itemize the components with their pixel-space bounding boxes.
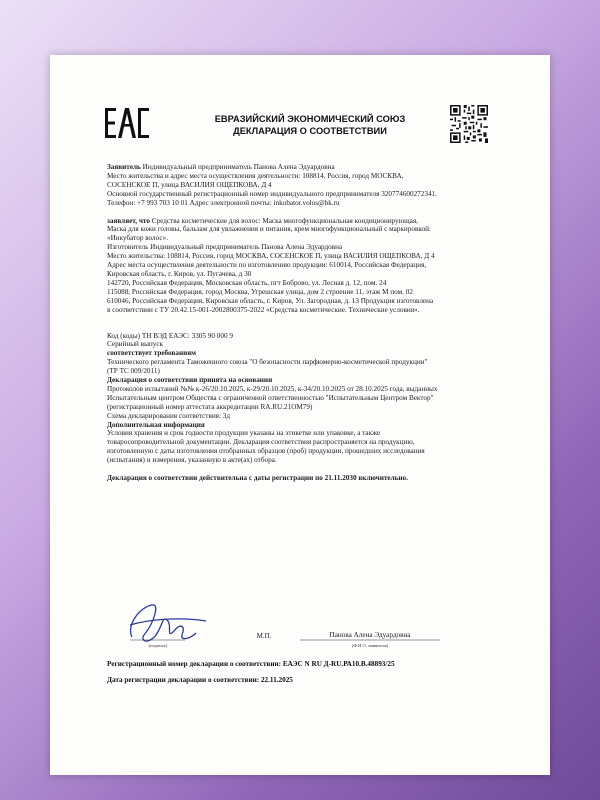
signature-block (110, 595, 490, 655)
registration-number: Регистрационный номер декларации о соответствии: ЕАЭС N RU Д-RU.РА10.В.48893/25 (107, 660, 395, 668)
product-text-2: Маска для кожи головы, бальзам для увлажнения и питания, крем многофункциональный с маркировкой: (107, 225, 431, 234)
accreditation: (регистрационный номер аттестата аккредитации RA.RU.21ОМ79) (107, 402, 313, 411)
protocols: Протоколов испытаний №№ к-26/20.10.2025, к-29/20.10.2025, к-34/20.10.2025 от 28.10.2025 года, выданных (107, 384, 438, 393)
manufacturer-site-4: 115088, Российская Федерация, город Москва, Угрешская улица, дом 2 строение 11, этаж М пом. 02 (107, 287, 413, 296)
manufacturer-site: Адрес места осуществления деятельности по изготовлению продукции: 610014, Российская Федерация, (107, 261, 427, 270)
manufacturer-site-3: 142720, Российская Федерация, Московская область, пгт Боброво, ул. Лесная д. 12, пом. 24 (107, 278, 387, 287)
document-header (190, 113, 430, 137)
declaration-title: ДЕКЛАРАЦИЯ О СООТВЕТСТВИИ (233, 126, 387, 136)
applicant-address: Место жительства и адрес места осуществления деятельности: 108814, Россия, город МОСКВА, (107, 171, 404, 180)
scheme: Схема декларирования соответствия: 3д (107, 411, 231, 420)
regulation-code: (ТР ТС 009/2011) (107, 367, 160, 376)
additional-1: Условия хранения и срок годности продукции указаны на этикетке или упаковке, а также (107, 429, 381, 438)
declares-label: заявляет, что (107, 216, 150, 225)
product-brand: «Инкубатор волос». (107, 234, 168, 243)
additional-3: изготовленную с даты изготовления отобранных образцов (проб) продукции, прошедших исследования (107, 447, 425, 456)
union-title: ЕВРАЗИЙСКИЙ ЭКОНОМИЧЕСКИЙ СОЮЗ (214, 114, 406, 124)
additional-heading: Дополнительная информация (107, 420, 205, 429)
applicant-name: Индивидуальный предприниматель Панова Алена Эдуардовна (140, 163, 335, 171)
handwritten-signature (130, 605, 206, 641)
manufacturer-site-5: 610046, Российская Федерация, Кировская область, г. Киров, Ул. Загородная, д. 13 Продукция изготовлена (107, 296, 434, 305)
qr-code-icon (450, 105, 488, 143)
applicant-ogrn: Основной государственный регистрационный номер индивидуального предпринимателя 320774600272341. (107, 189, 437, 198)
regulation: Технического регламента Таможенного союза "О безопасности парфюмерно-косметической продукции" (107, 358, 428, 367)
additional-4: (испытания) и измерения, указанную в акте(ах) отбора. (107, 456, 277, 465)
applicant-address-cont: СОСЕНСКОЕ П, улица ВАСИЛИЯ ОЩЕПКОВА, Д 4 (107, 180, 272, 189)
signature-caption: (подпись) (148, 643, 168, 648)
production-type: Серийный выпуск (107, 340, 164, 349)
validity-text: Декларация о соответствии действительна с даты регистрации по 21.11.2030 включительно. (107, 474, 408, 483)
conformity-heading: соответствует требованиям (107, 349, 197, 358)
applicant-contacts: Телефон: +7 993 703 10 01 Адрес электронной почты: inkubator.volos@bk.ru (107, 198, 340, 207)
product-text: Средства косметические для волос: Маска многофункциональная кондиционирующая, (149, 216, 418, 225)
additional-2: товаросопроводительной документации. Декларация соответствия распространяется на продукцию, (107, 438, 415, 447)
tech-conditions: в соответствии с ТУ 20.42.15-001-2002800375-2022 «Средства косметические. Технические условия». (107, 305, 420, 314)
name-caption: (Ф.И.О. заявителя) (351, 643, 389, 648)
manufacturer-site-2: Кировская область, г. Киров, ул. Пугачева, д 30 (107, 269, 252, 278)
declaration-document (50, 55, 550, 775)
manufacturer: Изготовитель Индивидуальный предприниматель Панова Алена Эдуардовна (107, 243, 343, 252)
declaration-body (107, 163, 507, 483)
hs-code: Код (коды) ТН ВЭД ЕАЭС: 3305 90 000 9 (107, 331, 233, 340)
manufacturer-residence: Место жительства: 108814, Россия, город МОСКВА, СОСЕНСКОЕ П, улица ВАСИЛИЯ ОЩЕПКОВА, Д 4 (107, 252, 435, 261)
test-center: Испытательным центром Общества с ограниченной ответственностью "Испытательным Центром Вектор" (107, 393, 434, 402)
registration-date: Дата регистрации декларации о соответствии: 22.11.2025 (107, 676, 293, 684)
stamp-place: М.П. (256, 632, 272, 640)
signer-name: Панова Алена Эдуардовна (329, 631, 411, 639)
declares-line (107, 217, 507, 226)
basis-heading: Декларация о соответствии принята на основании (107, 376, 273, 385)
eac-logo (105, 107, 149, 139)
applicant-line (107, 163, 507, 172)
applicant-label: Заявитель (107, 163, 141, 171)
